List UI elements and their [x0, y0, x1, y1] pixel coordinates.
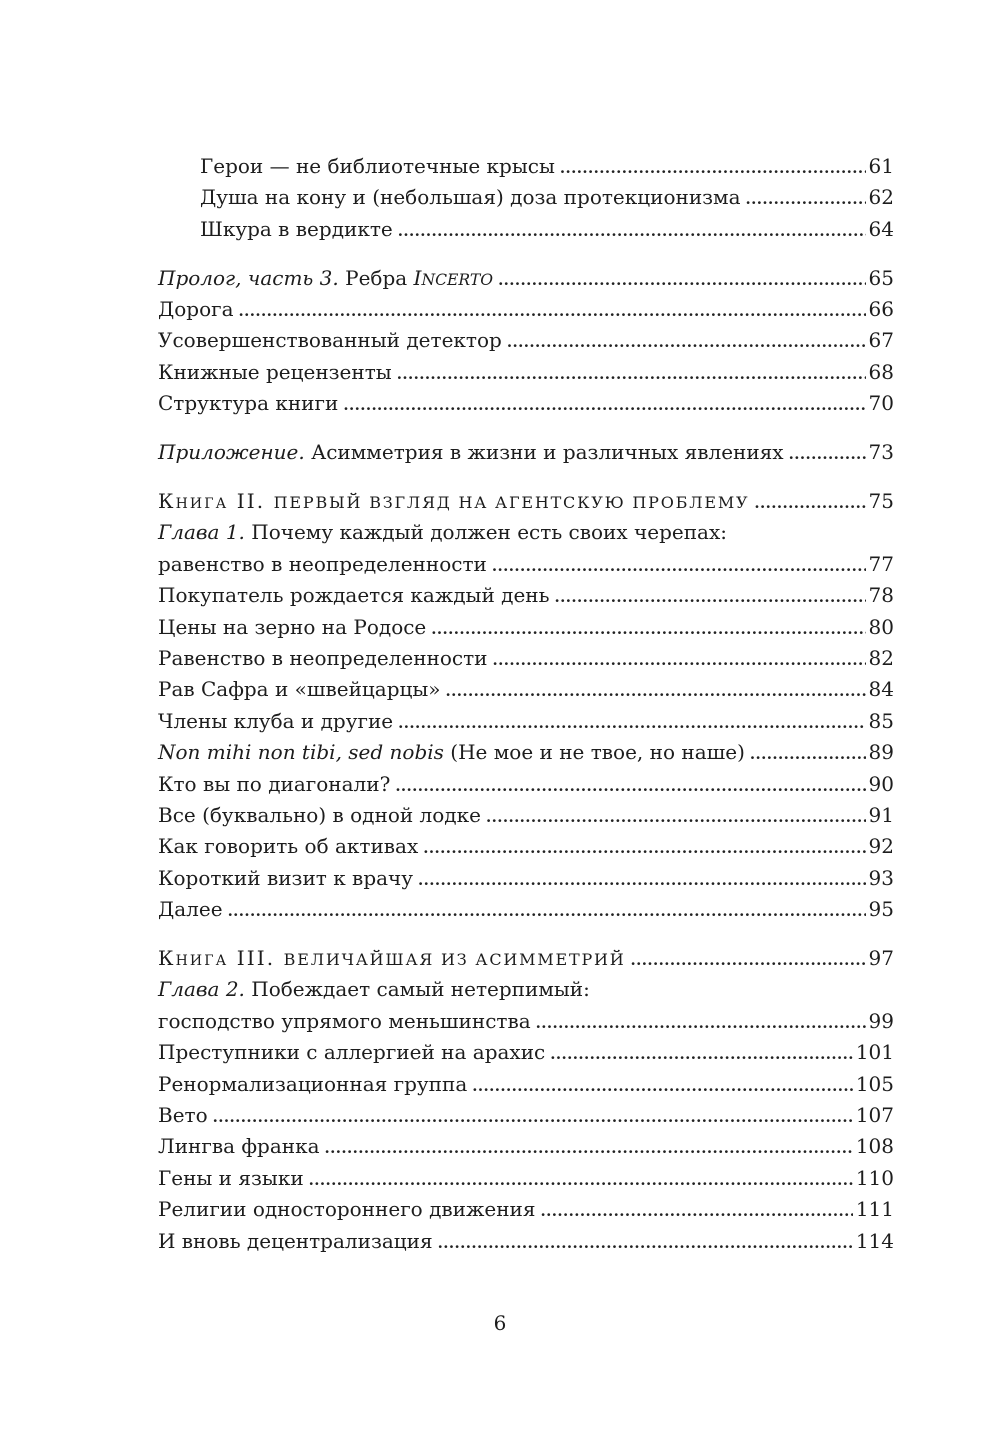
toc-entry — [158, 1006, 894, 1037]
toc-entry-title — [200, 214, 398, 245]
dot-leader — [398, 708, 865, 739]
toc-entry-title — [158, 325, 507, 356]
dot-leader — [423, 833, 865, 864]
toc-entry-title-part: ВЕЛИЧАЙШАЯ ИЗ АСИММЕТРИЙ — [283, 949, 626, 969]
toc-entry-page: 92 — [868, 834, 894, 859]
toc-entry-title-part: Приложение. — [158, 440, 305, 465]
toc-entry-title — [158, 674, 446, 705]
toc-entry-title-part: Цены на зерно на Родосе — [158, 614, 427, 639]
toc-entry-page: 78 — [868, 583, 894, 608]
dot-leader — [395, 771, 865, 802]
toc-entry-title-part: И вновь децентрализация — [158, 1228, 433, 1253]
toc-entry-page: 75 — [868, 489, 894, 514]
toc-entry — [158, 1163, 894, 1194]
toc-entry — [158, 943, 894, 974]
dot-leader — [438, 1228, 853, 1259]
toc-entry-title — [158, 580, 555, 611]
toc-entry-title-part: Шкура в вердикте — [200, 216, 393, 241]
toc-entry — [158, 517, 894, 548]
dot-leader — [492, 551, 866, 582]
toc-entry-page: 80 — [868, 614, 894, 639]
toc-entry-title-part: Лингва франка — [158, 1134, 320, 1159]
toc-entry — [158, 182, 894, 213]
toc-entry-page: 93 — [868, 865, 894, 890]
toc-entry-title — [158, 1037, 550, 1068]
dot-leader — [507, 327, 866, 358]
dot-leader — [446, 676, 866, 707]
toc-entry-title-part: Non mihi non tibi, sed nobis — [158, 740, 444, 765]
toc-entry-title-part: Ренормализационная группа — [158, 1071, 468, 1096]
toc-entry-title-part: Дорога — [158, 297, 234, 322]
toc-entry-page: 99 — [868, 1008, 894, 1033]
toc-entry-page: 105 — [855, 1071, 894, 1096]
toc-entry — [158, 325, 894, 356]
toc-entry-title-part: Далее — [158, 897, 223, 922]
toc-entry-title-part: Короткий визит к врачу — [158, 865, 414, 890]
toc-entry-page: 67 — [868, 328, 894, 353]
toc-entry-title — [158, 549, 492, 580]
toc-section — [158, 437, 894, 468]
toc-entry-title-part: I — [413, 265, 422, 290]
toc-entry-title — [158, 263, 498, 296]
toc-entry-title — [158, 1006, 536, 1037]
toc-entry — [158, 357, 894, 388]
toc-entry-title-part: Книга II. — [158, 489, 274, 514]
toc-entry — [158, 894, 894, 925]
dot-leader — [431, 614, 865, 645]
toc-entry — [158, 151, 894, 182]
dot-leader — [536, 1008, 866, 1039]
toc-entry-page: 82 — [868, 645, 894, 670]
toc-entry-title — [158, 863, 418, 894]
toc-entry-title-part: Религии одностороннего движения — [158, 1197, 536, 1222]
toc-entry — [158, 437, 894, 468]
toc-entry-page: 85 — [868, 708, 894, 733]
toc-entry — [158, 580, 894, 611]
toc-entry-title-part: Члены клуба и другие — [158, 708, 394, 733]
toc-entry-title-part: Асимметрия в жизни и различных явлениях — [304, 440, 784, 465]
toc-entry-title-part: Гены и языки — [158, 1165, 304, 1190]
toc-entry-title-part: Кто вы по диагонали? — [158, 771, 391, 796]
toc-entry — [158, 674, 894, 705]
dot-leader — [541, 1196, 853, 1227]
toc-section — [158, 486, 894, 925]
dot-leader — [343, 390, 865, 421]
toc-entry-page: 107 — [855, 1102, 894, 1127]
toc-entry-title-part: Герои — не библиотечные крысы — [200, 154, 555, 178]
toc-entry-title — [158, 800, 486, 831]
toc-entry-title-part: Ребра — [338, 265, 414, 290]
dot-leader — [498, 265, 865, 296]
toc-entry — [158, 769, 894, 800]
toc-entry-page: 110 — [855, 1165, 894, 1190]
toc-entry-title-part: Вето — [158, 1102, 208, 1127]
toc-entry-title-part: Покупатель рождается каждый день — [158, 583, 550, 608]
toc-entry-page: 91 — [868, 802, 894, 827]
toc-entry-title-part: (Не мое и не твое, но наше) — [443, 740, 745, 765]
toc-entry-page: 65 — [868, 265, 894, 290]
toc-entry — [158, 1226, 894, 1257]
dot-leader — [493, 645, 866, 676]
toc-entry-title-part: Все (буквально) в одной лодке — [158, 802, 481, 827]
toc-entry-title-part: Преступники с аллергией на арахис — [158, 1040, 546, 1065]
toc-entry — [158, 737, 894, 768]
dot-leader — [309, 1165, 853, 1196]
dot-leader — [228, 896, 866, 927]
toc-entry — [158, 1100, 894, 1131]
toc-entry-title — [158, 1194, 541, 1225]
toc-entry-page: 84 — [868, 677, 894, 702]
dot-leader — [398, 216, 866, 247]
toc-entry-title-part: Глава 2. — [158, 977, 245, 1002]
toc-entry — [158, 263, 894, 294]
toc-entry — [158, 1194, 894, 1225]
table-of-contents — [158, 151, 894, 1257]
toc-entry — [158, 1069, 894, 1100]
toc-entry-page: 68 — [868, 359, 894, 384]
toc-entry-page: 64 — [868, 216, 894, 241]
toc-entry-title — [158, 1163, 309, 1194]
toc-entry-title — [158, 943, 631, 975]
dot-leader — [789, 439, 866, 470]
toc-entry — [158, 1037, 894, 1068]
toc-entry — [158, 800, 894, 831]
dot-leader — [397, 359, 866, 390]
toc-entry-title-part: Книжные рецензенты — [158, 359, 392, 384]
toc-entry-page: 108 — [855, 1134, 894, 1159]
dot-leader — [472, 1071, 853, 1102]
toc-entry-page: 62 — [868, 185, 894, 210]
toc-entry-title — [200, 182, 746, 213]
dot-leader — [555, 582, 866, 613]
toc-entry-title — [158, 294, 239, 325]
toc-entry-title — [158, 831, 423, 862]
toc-entry-page: 66 — [868, 297, 894, 322]
toc-entry-title — [158, 1100, 213, 1131]
toc-entry — [158, 863, 894, 894]
toc-entry — [158, 643, 894, 674]
toc-entry-title — [158, 706, 398, 737]
page-number: 6 — [493, 1311, 507, 1335]
toc-entry-title — [158, 1131, 325, 1162]
toc-entry-title — [158, 643, 493, 674]
dot-leader — [754, 488, 865, 519]
toc-entry-page: 114 — [855, 1228, 894, 1253]
toc-entry-title-part: Побеждает самый нетерпимый: — [244, 977, 590, 1002]
dot-leader — [550, 1039, 853, 1070]
toc-entry — [158, 831, 894, 862]
toc-entry-page: 77 — [868, 551, 894, 576]
toc-entry — [158, 294, 894, 325]
toc-entry-title — [200, 151, 560, 182]
toc-entry-title-part: Книга III. — [158, 945, 284, 970]
toc-entry-title — [158, 769, 395, 800]
toc-entry-title — [158, 388, 343, 419]
toc-entry-title-part: Рав Сафра и «швейцарцы» — [158, 677, 441, 702]
toc-entry-title-part: господство упрямого меньшинства — [158, 1008, 531, 1033]
toc-entry — [158, 974, 894, 1005]
toc-entry-page: 61 — [868, 154, 894, 178]
toc-entry-title — [158, 1226, 438, 1257]
toc-entry-page: 90 — [868, 771, 894, 796]
toc-entry-title — [158, 486, 754, 518]
toc-entry-title-part: равенство в неопределенности — [158, 551, 487, 576]
toc-entry-title — [158, 612, 431, 643]
toc-entry-title — [158, 357, 397, 388]
toc-entry-title — [158, 437, 789, 468]
toc-entry-title-part: Почему каждый должен есть своих черепах: — [244, 520, 727, 545]
dot-leader — [750, 739, 866, 770]
toc-section — [158, 151, 894, 245]
toc-entry-title-part: Душа на кону и (небольшая) доза протекционизма — [200, 185, 741, 210]
toc-entry-title-part: Структура книги — [158, 391, 339, 416]
toc-entry-page: 95 — [868, 897, 894, 922]
dot-leader — [746, 184, 866, 215]
toc-section — [158, 263, 894, 420]
toc-entry-title-part: Пролог, часть 3. — [158, 265, 339, 290]
toc-entry-title — [158, 1069, 472, 1100]
toc-entry-page: 111 — [855, 1197, 894, 1222]
toc-section — [158, 943, 894, 1257]
dot-leader — [418, 865, 866, 896]
dot-leader — [213, 1102, 853, 1133]
toc-entry-title-part: ПЕРВЫЙ ВЗГЛЯД НА АГЕНТСКУЮ ПРОБЛЕМУ — [273, 493, 750, 513]
toc-entry — [158, 486, 894, 517]
toc-entry-title — [158, 737, 750, 768]
dot-leader — [486, 802, 866, 833]
toc-entry-title-part: Усовершенствованный детектор — [158, 328, 502, 353]
dot-leader — [631, 945, 866, 976]
dot-leader — [325, 1133, 853, 1164]
toc-entry — [158, 549, 894, 580]
toc-entry-title — [158, 974, 595, 1005]
toc-entry-title — [158, 894, 228, 925]
toc-entry-page: 73 — [868, 440, 894, 465]
toc-entry-page: 70 — [868, 391, 894, 416]
toc-entry-title-part: Глава 1. — [158, 520, 245, 545]
toc-entry-title-part: NCERTO — [421, 270, 494, 289]
toc-entry — [158, 1131, 894, 1162]
toc-entry — [158, 388, 894, 419]
toc-entry-page: 89 — [868, 740, 894, 765]
toc-entry-title-part: Равенство в неопределенности — [158, 645, 488, 670]
toc-entry — [158, 612, 894, 643]
toc-entry — [158, 706, 894, 737]
toc-entry-page: 97 — [868, 945, 894, 970]
toc-entry-page: 101 — [855, 1040, 894, 1065]
toc-entry — [158, 214, 894, 245]
toc-entry-title-part: Как говорить об активах — [158, 834, 419, 859]
dot-leader — [239, 296, 866, 327]
toc-entry-title — [158, 517, 732, 548]
dot-leader — [560, 153, 866, 184]
